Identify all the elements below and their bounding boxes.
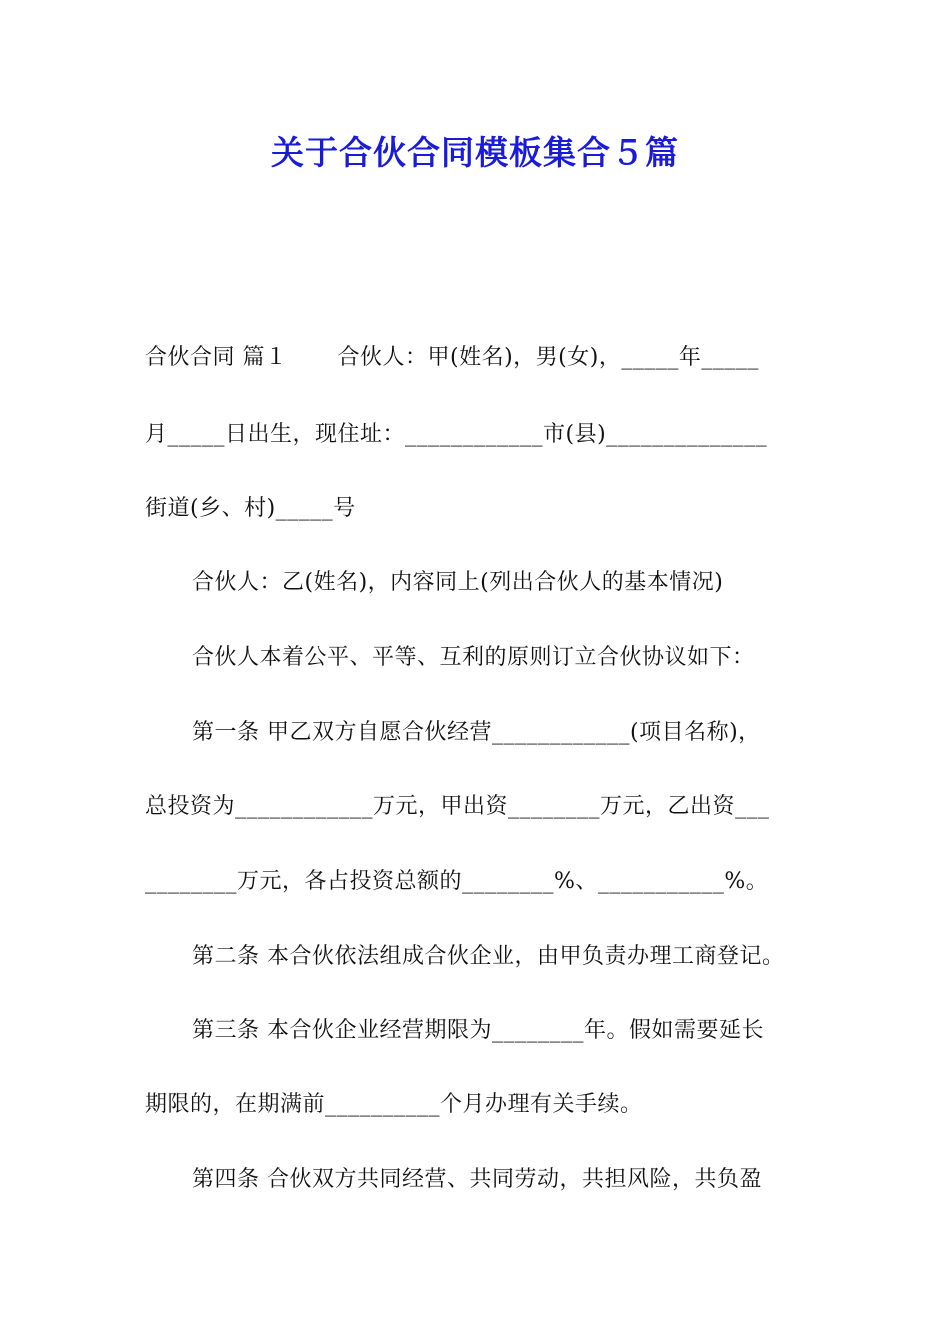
article-3-line-2: 期限的，在期满前__________个月办理有关手续。 xyxy=(145,1092,643,1117)
article-3-line-1: 第三条 本合伙企业经营期限为________年。假如需要延长 xyxy=(192,1018,764,1043)
paragraph-line-3: 街道(乡、村)_____号 xyxy=(145,496,356,521)
article-1-line-1: 第一条 甲乙双方自愿合伙经营____________(项目名称)， xyxy=(192,720,761,745)
article-1-line-3: ________万元，各占投资总额的________%、___________%。 xyxy=(145,869,769,894)
article-4-line-1: 第四条 合伙双方共同经营、共同劳动，共担风险，共负盈 xyxy=(192,1167,762,1192)
document-title: 关于合伙合同模板集合５篇 xyxy=(271,133,679,172)
article-2-line: 第二条 本合伙依法组成合伙企业，由甲负责办理工商登记。 xyxy=(192,944,785,969)
paragraph-line-2: 月_____日出生，现住址：____________市(县)______________ xyxy=(145,422,768,447)
partner-b-line: 合伙人：乙(姓名)，内容同上(列出合伙人的基本情况) xyxy=(192,570,724,595)
article-1-line-2: 总投资为____________万元，甲出资________万元，乙出资___ xyxy=(145,794,770,819)
partner-a-line: 合伙人：甲(姓名)，男(女)，_____年_____ xyxy=(337,345,759,370)
section-label: 合伙合同 篇１ xyxy=(145,345,288,370)
paragraph-line-1 xyxy=(145,343,759,373)
agreement-intro-line: 合伙人本着公平、平等、互利的原则订立合伙协议如下： xyxy=(192,645,755,670)
